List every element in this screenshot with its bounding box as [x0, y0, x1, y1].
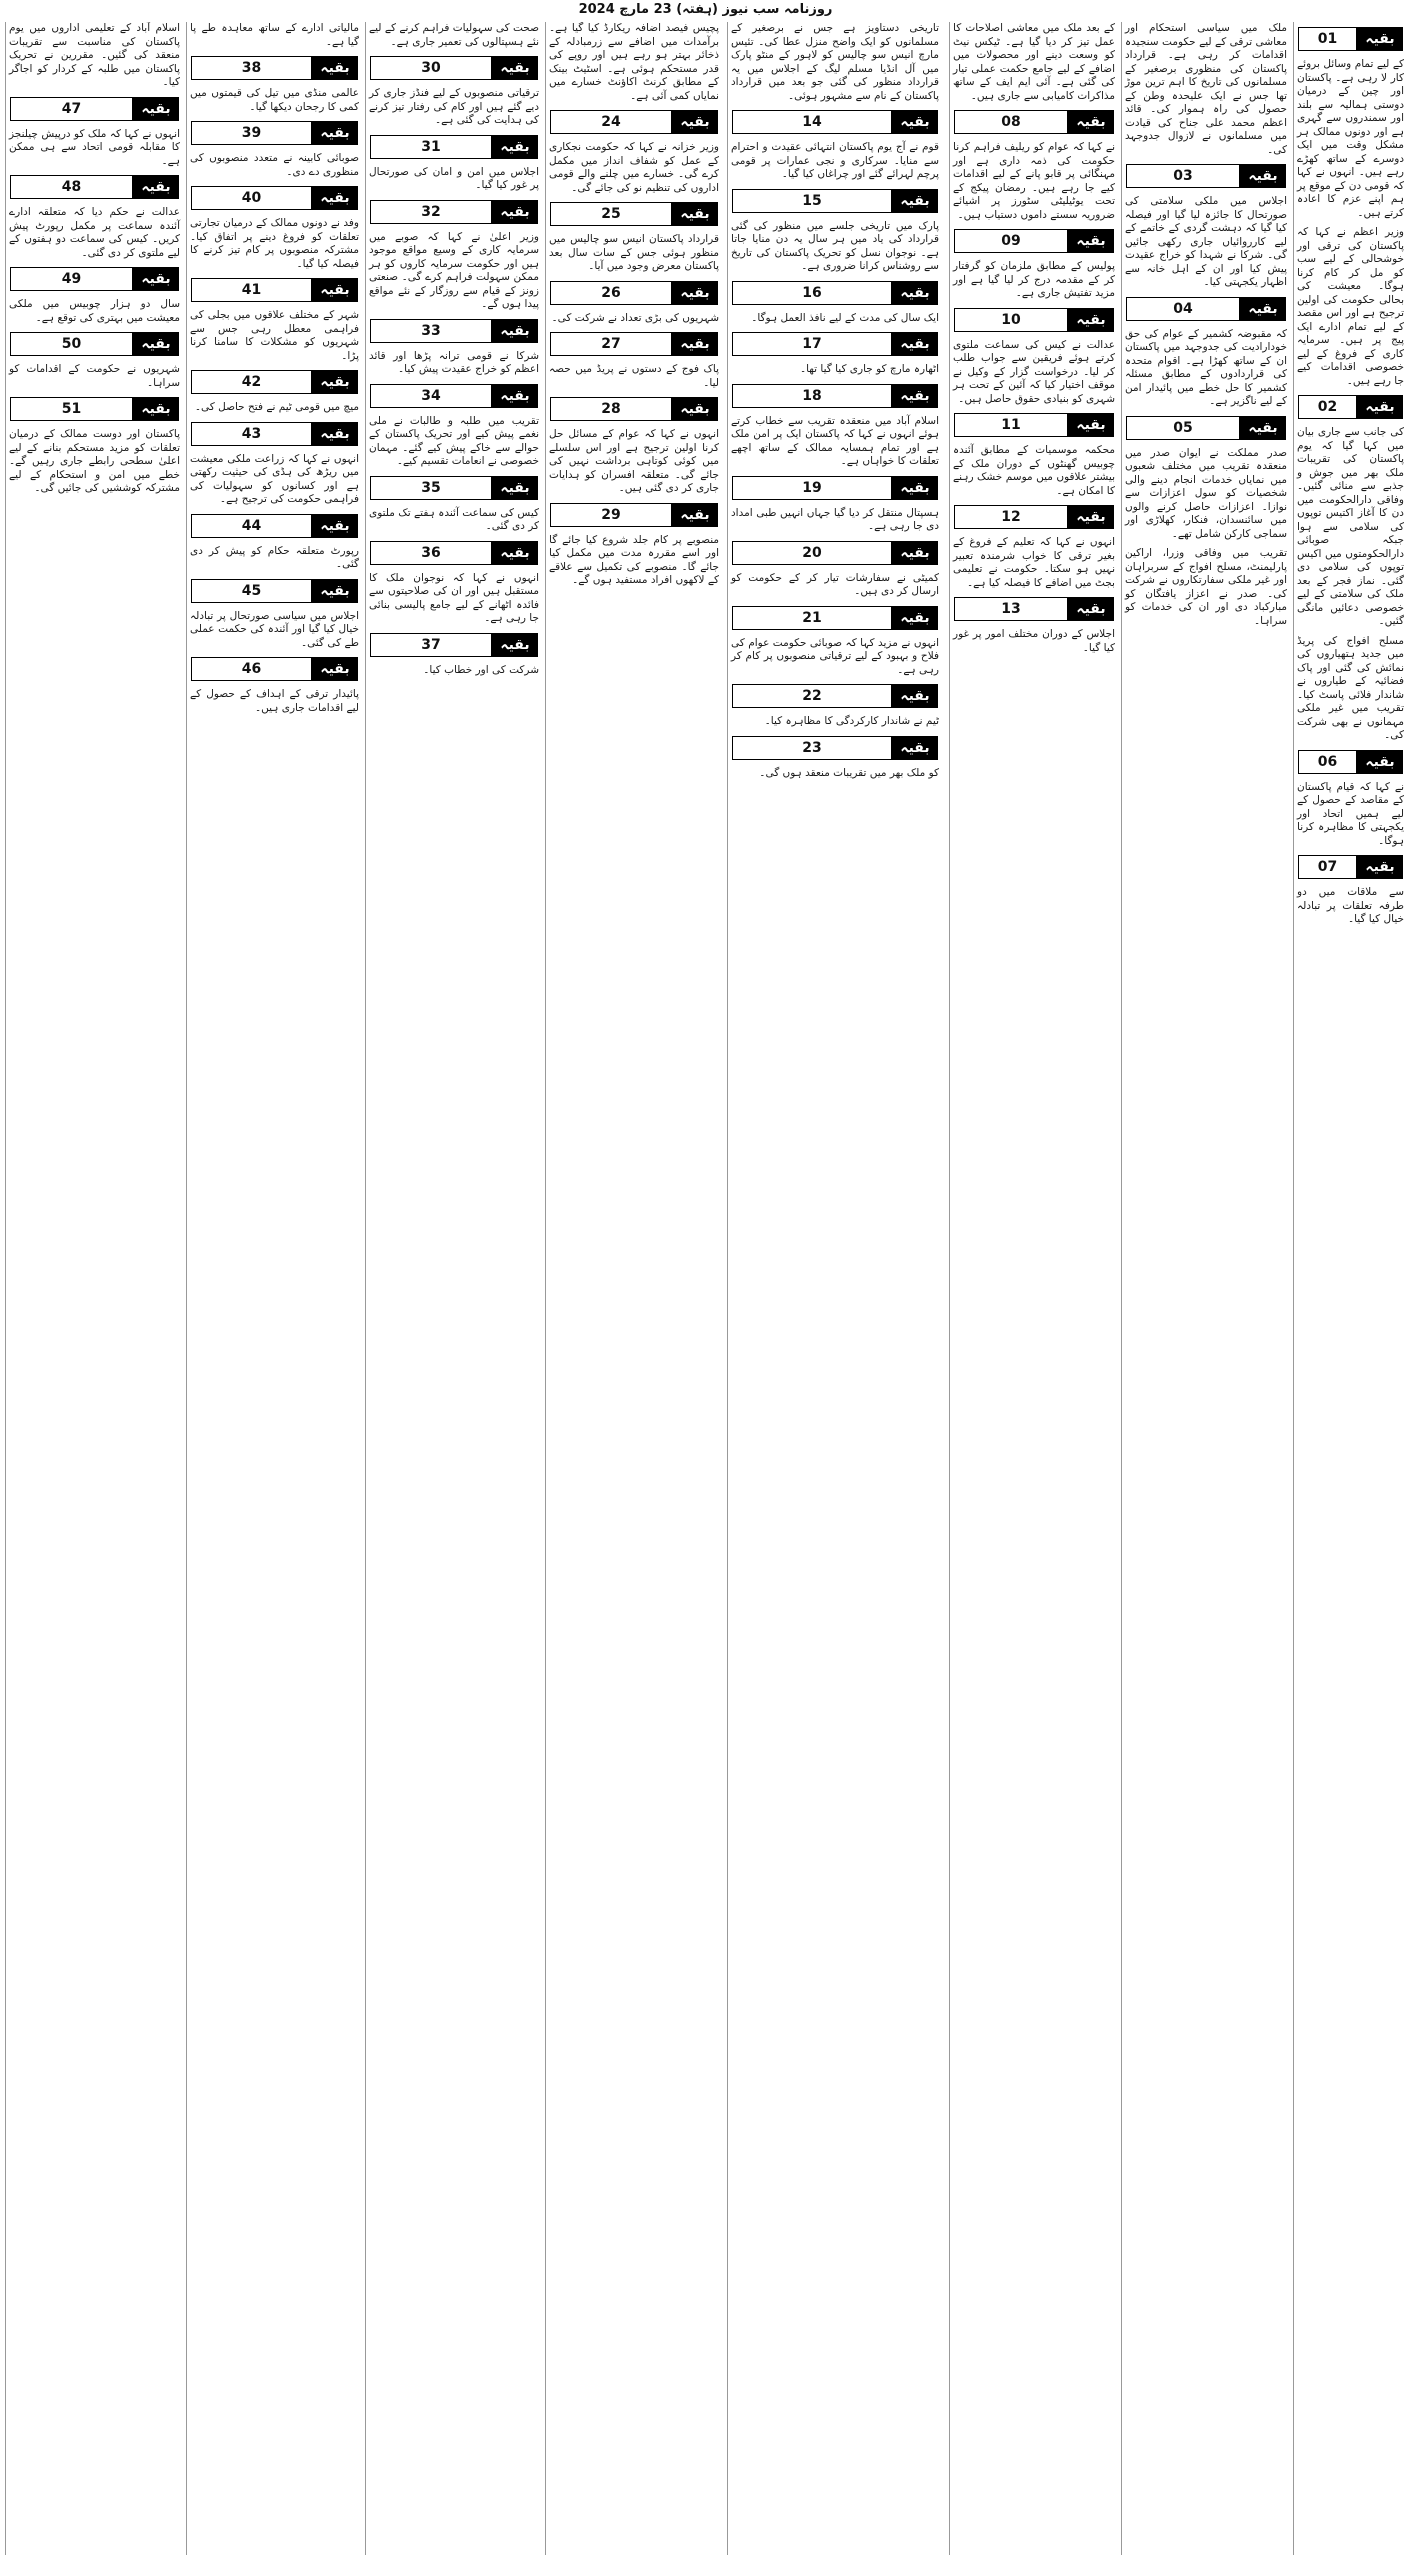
article-paragraph: کے بعد ملک میں معاشی اصلاحات کا عمل تیز کر دیا گیا ہے۔ ٹیکس نیٹ کو وسعت دینے اور محصولات میں اضافے کے لیے جامع حکمت عملی تیار کی گئی ہے۔ آئی ایم ایف کے ساتھ مذاکرات کامیابی سے جاری ہیں۔ — [953, 22, 1115, 102]
continuation-number: 11 — [954, 413, 1068, 437]
continuation-number: 07 — [1298, 855, 1357, 879]
continuation-number: 21 — [732, 606, 892, 630]
continuation-header — [732, 735, 938, 761]
continuation-badge: بقیہ — [1068, 229, 1114, 253]
article-paragraph: عدالت نے حکم دیا کہ متعلقہ ادارے آئندہ سماعت پر مکمل رپورٹ پیش کریں۔ کیس کی سماعت دو ہفتوں کے لیے ملتوی کر دی گئی۔ — [9, 206, 180, 259]
newspaper-page — [5, 22, 1406, 2555]
article-paragraph: انہوں نے کہا کہ عوام کے مسائل حل کرنا اولین ترجیح ہے اور اس سلسلے میں کوئی کوتاہی برداشت نہیں کی جائے گی۔ متعلقہ افسران کو ہدایات جاری کر دی گئی ہیں۔ — [549, 428, 719, 494]
continuation-header — [954, 596, 1114, 622]
continuation-badge: بقیہ — [1068, 597, 1114, 621]
continuation-header — [1126, 163, 1286, 189]
continuation-badge: بقیہ — [312, 278, 358, 302]
article-paragraph: تاریخی دستاویز ہے جس نے برصغیر کے مسلمانوں کو ایک واضح منزل عطا کی۔ تئیس مارچ انیس سو چالیس کو لاہور کے منٹو پارک میں آل انڈیا مسلم لیگ کے اجلاس میں یہ قرارداد منظور کی گئی جو بعد میں قرارداد پاکستان کے نام سے مشہور ہوئی۔ — [731, 22, 939, 102]
continuation-number: 50 — [10, 332, 133, 356]
continuation-number: 40 — [191, 186, 312, 210]
article-paragraph: ترقیاتی منصوبوں کے لیے فنڈز جاری کر دیے گئے ہیں اور کام کی رفتار تیز کرنے کی ہدایت کی گئی ہے۔ — [369, 87, 539, 126]
continuation-header — [370, 199, 538, 225]
continuation-number: 20 — [732, 541, 892, 565]
continuation-number: 17 — [732, 332, 892, 356]
article-paragraph: ملک میں سیاسی استحکام اور معاشی ترقی کے لیے حکومت سنجیدہ اقدامات کر رہی ہے۔ قرارداد پاکستان کی منظوری برصغیر کے مسلمانوں کی تاریخ کا اہم ترین موڑ تھا جس نے ایک علیحدہ وطن کے حصول کی راہ ہموار کی۔ قائد اعظم محمد علی جناح کی قیادت میں مسلمانوں نے لازوال جدوجہد کی۔ — [1125, 22, 1287, 156]
article-paragraph: نے کہا کہ عوام کو ریلیف فراہم کرنا حکومت کی ذمہ داری ہے اور مہنگائی پر قابو پانے کے لیے اقدامات کیے جا رہے ہیں۔ رمضان پیکج کے تحت یوٹیلیٹی سٹورز پر اشیائے ضروریہ سستے داموں دستیاب ہیں۔ — [953, 141, 1115, 221]
newspaper-masthead: روزنامہ سب نیوز (ہفتہ) 23 مارچ 2024 — [578, 2, 833, 17]
continuation-number: 39 — [191, 121, 312, 145]
continuation-number: 27 — [550, 332, 672, 356]
continuation-header — [1298, 749, 1403, 775]
continuation-badge: بقیہ — [492, 633, 538, 657]
article-paragraph: وزیر اعظم نے کہا کہ پاکستان کی ترقی اور خوشحالی کے لیے سب کو مل کر کام کرنا ہوگا۔ معیشت کی بحالی حکومت کی اولین ترجیح ہے اور اس مقصد کے لیے تمام ادارے ایک پیج پر ہیں۔ سرمایہ کاری کے فروغ کے لیے خصوصی اقدامات کیے جا رہے ہیں۔ — [1297, 226, 1404, 387]
continuation-number: 46 — [191, 657, 312, 681]
continuation-badge: بقیہ — [892, 110, 938, 134]
continuation-badge: بقیہ — [312, 56, 358, 80]
continuation-badge: بقیہ — [312, 121, 358, 145]
continuation-badge: بقیہ — [312, 514, 358, 538]
continuation-number: 02 — [1298, 395, 1357, 419]
article-paragraph: اٹھارہ مارچ کو جاری کیا گیا تھا۔ — [799, 363, 939, 375]
article-paragraph: وزیر اعلیٰ نے کہا کہ صوبے میں سرمایہ کاری کے وسیع مواقع موجود ہیں اور حکومت سرمایہ کاروں کو ہر ممکن سہولت فراہم کرے گی۔ صنعتی زونز کے قیام سے روزگار کے نئے مواقع پیدا ہوں گے۔ — [369, 230, 539, 310]
continuation-badge: بقیہ — [672, 202, 718, 226]
continuation-badge: بقیہ — [1357, 855, 1403, 879]
continuation-header — [10, 331, 179, 357]
article-paragraph: اسلام آباد کے تعلیمی اداروں میں یوم پاکستان کی مناسبت سے تقریبات منعقد کی گئیں۔ مقررین نے تحریک پاکستان میں طلبہ کے کردار کو اجاگر کیا۔ — [9, 22, 180, 88]
continuation-number: 48 — [10, 175, 133, 199]
continuation-number: 29 — [550, 503, 672, 527]
continuation-header — [732, 540, 938, 566]
article-paragraph: کیس کی سماعت آئندہ ہفتے تک ملتوی کر دی گئی۔ — [369, 506, 539, 532]
continuation-number: 44 — [191, 514, 312, 538]
article-paragraph: اجلاس کے دوران مختلف امور پر غور کیا گیا۔ — [953, 628, 1115, 654]
continuation-badge: بقیہ — [312, 370, 358, 394]
continuation-header — [732, 605, 938, 631]
continuation-number: 04 — [1126, 297, 1240, 321]
continuation-header — [191, 578, 358, 604]
continuation-number: 16 — [732, 281, 892, 305]
continuation-header — [732, 280, 938, 306]
continuation-header — [191, 369, 358, 395]
continuation-badge: بقیہ — [1240, 416, 1286, 440]
continuation-number: 26 — [550, 281, 672, 305]
column-4 — [727, 22, 942, 2555]
continuation-badge: بقیہ — [892, 541, 938, 565]
continuation-badge: بقیہ — [1357, 395, 1403, 419]
continuation-badge: بقیہ — [672, 503, 718, 527]
continuation-number: 45 — [191, 579, 312, 603]
continuation-badge: بقیہ — [492, 384, 538, 408]
article-paragraph: پولیس کے مطابق ملزمان کو گرفتار کر کے مقدمہ درج کر لیا گیا ہے اور مزید تفتیش جاری ہے۔ — [953, 260, 1115, 299]
continuation-header — [954, 307, 1114, 333]
continuation-number: 51 — [10, 397, 133, 421]
continuation-number: 34 — [370, 384, 492, 408]
article-paragraph: کہ مقبوضہ کشمیر کے عوام کی حق خودارادیت کی جدوجہد میں پاکستان ان کے ساتھ کھڑا ہے۔ اقوام متحدہ کی قراردادوں کے مطابق مسئلہ کشمیر کا حل خطے میں پائیدار امن کے لیے ناگزیر ہے۔ — [1125, 327, 1287, 407]
article-paragraph: وفد نے دونوں ممالک کے درمیان تجارتی تعلقات کو فروغ دینے پر اتفاق کیا۔ مشترکہ منصوبوں پر کام تیز کرنے کا فیصلہ کیا گیا۔ — [190, 217, 359, 270]
continuation-badge: بقیہ — [892, 281, 938, 305]
article-paragraph: صوبائی کابینہ نے متعدد منصوبوں کی منظوری دے دی۔ — [190, 152, 359, 178]
article-paragraph: قرارداد پاکستان انیس سو چالیس میں منظور ہوئی جس کے سات سال بعد پاکستان معرض وجود میں آیا۔ — [549, 233, 719, 272]
continuation-number: 33 — [370, 319, 492, 343]
continuation-number: 03 — [1126, 164, 1240, 188]
continuation-header — [370, 318, 538, 344]
continuation-badge: بقیہ — [133, 267, 179, 291]
continuation-number: 41 — [191, 278, 312, 302]
continuation-badge: بقیہ — [492, 541, 538, 565]
continuation-header — [954, 504, 1114, 530]
continuation-header — [1298, 854, 1403, 880]
continuation-badge: بقیہ — [1240, 164, 1286, 188]
continuation-header — [370, 475, 538, 501]
continuation-number: 10 — [954, 308, 1068, 332]
continuation-header — [550, 331, 718, 357]
continuation-header — [10, 266, 179, 292]
continuation-header — [732, 331, 938, 357]
continuation-header — [550, 109, 718, 135]
continuation-header — [1126, 296, 1286, 322]
article-paragraph: پارک میں تاریخی جلسے میں منظور کی گئی قرارداد کی یاد میں ہر سال یہ دن منایا جاتا ہے۔ نوجوان نسل کو تحریک پاکستان کی تاریخ سے روشناس کرانا ضروری ہے۔ — [731, 219, 939, 272]
continuation-header — [732, 475, 938, 501]
article-paragraph: محکمہ موسمیات کے مطابق آئندہ چوبیس گھنٹوں کے دوران ملک کے بیشتر علاقوں میں موسم خشک رہنے کا امکان ہے۔ — [953, 444, 1115, 497]
column-1 — [1293, 22, 1407, 2555]
article-paragraph: انہوں نے کہا کہ نوجوان ملک کا مستقبل ہیں اور ان کی صلاحیتوں سے فائدہ اٹھانے کے لیے جامع پالیسی بنائی جا رہی ہے۔ — [369, 571, 539, 624]
article-paragraph: سے ملاقات میں دو طرفہ تعلقات پر تبادلہ خیال کیا گیا۔ — [1297, 886, 1404, 925]
column-3 — [949, 22, 1118, 2555]
continuation-header — [954, 228, 1114, 254]
continuation-badge: بقیہ — [1068, 110, 1114, 134]
continuation-number: 12 — [954, 505, 1068, 529]
continuation-number: 47 — [10, 97, 133, 121]
continuation-header — [10, 174, 179, 200]
continuation-header — [10, 396, 179, 422]
article-paragraph: منصوبے پر کام جلد شروع کیا جائے گا اور اسے مقررہ مدت میں مکمل کیا جائے گا۔ منصوبے کی تکمیل سے علاقے کے لاکھوں افراد مستفید ہوں گے۔ — [549, 533, 719, 586]
continuation-header — [954, 412, 1114, 438]
column-5 — [545, 22, 722, 2555]
continuation-number: 42 — [191, 370, 312, 394]
article-paragraph: مالیاتی ادارے کے ساتھ معاہدہ طے پا گیا ہے۔ — [190, 22, 359, 48]
article-paragraph: شہر کے مختلف علاقوں میں بجلی کی فراہمی معطل رہی جس سے شہریوں کو مشکلات کا سامنا کرنا پڑا۔ — [190, 309, 359, 362]
column-7 — [186, 22, 362, 2555]
continuation-badge: بقیہ — [492, 56, 538, 80]
continuation-number: 38 — [191, 56, 312, 80]
continuation-badge: بقیہ — [672, 397, 718, 421]
continuation-header — [191, 185, 358, 211]
continuation-header — [191, 120, 358, 146]
continuation-number: 49 — [10, 267, 133, 291]
article-paragraph: نے کہا کہ قیام پاکستان کے مقاصد کے حصول کے لیے ہمیں اتحاد اور یکجہتی کا مظاہرہ کرنا ہوگا۔ — [1297, 780, 1404, 847]
continuation-badge: بقیہ — [1357, 750, 1403, 774]
continuation-header — [550, 396, 718, 422]
continuation-number: 30 — [370, 56, 492, 80]
continuation-number: 14 — [732, 110, 892, 134]
continuation-badge: بقیہ — [1068, 308, 1114, 332]
continuation-badge: بقیہ — [133, 332, 179, 356]
continuation-header — [550, 502, 718, 528]
continuation-number: 23 — [732, 736, 892, 760]
continuation-badge: بقیہ — [1068, 505, 1114, 529]
continuation-badge: بقیہ — [133, 175, 179, 199]
continuation-number: 36 — [370, 541, 492, 565]
continuation-number: 18 — [732, 384, 892, 408]
continuation-header — [1298, 394, 1403, 420]
continuation-header — [191, 513, 358, 539]
article-paragraph: عالمی منڈی میں تیل کی قیمتوں میں کمی کا رجحان دیکھا گیا۔ — [190, 87, 359, 113]
continuation-header — [370, 540, 538, 566]
article-paragraph: پاکستان اور دوست ممالک کے درمیان تعلقات کو مزید مستحکم بنانے کے لیے اعلیٰ سطحی رابطے جاری رہیں گے۔ خطے میں امن و استحکام کے لیے مشترکہ کوششیں کی جائیں گی۔ — [9, 428, 180, 494]
continuation-number: 43 — [191, 422, 312, 446]
article-paragraph: شرکت کی اور خطاب کیا۔ — [423, 663, 539, 676]
article-paragraph: صدر مملکت نے ایوان صدر میں منعقدہ تقریب میں مختلف شعبوں میں نمایاں خدمات انجام دینے والی شخصیات کو سول اعزازات سے نوازا۔ اعزازات حاصل کرنے والوں میں سائنسدان، فنکار، کھلاڑی اور سماجی کارکن شامل تھے۔ — [1125, 446, 1287, 540]
continuation-header — [954, 109, 1114, 135]
article-paragraph: پائیدار ترقی کے اہداف کے حصول کے لیے اقدامات جاری ہیں۔ — [190, 688, 359, 714]
continuation-number: 31 — [370, 135, 492, 159]
continuation-header — [732, 683, 938, 709]
continuation-number: 06 — [1298, 750, 1357, 774]
continuation-number: 32 — [370, 200, 492, 224]
continuation-badge: بقیہ — [312, 657, 358, 681]
continuation-badge: بقیہ — [892, 332, 938, 356]
continuation-header — [1126, 415, 1286, 441]
continuation-badge: بقیہ — [133, 397, 179, 421]
article-paragraph: تقریب میں وفاقی وزرا، اراکین پارلیمنٹ، مسلح افواج کے سربراہان اور غیر ملکی سفارتکاروں نے شرکت کی۔ صدر نے اعزاز یافتگان کو مبارکباد دی اور ان کی خدمات کو سراہا۔ — [1125, 547, 1287, 627]
article-paragraph: شہریوں کی بڑی تعداد نے شرکت کی۔ — [551, 311, 719, 324]
continuation-badge: بقیہ — [892, 476, 938, 500]
continuation-header — [732, 109, 938, 135]
continuation-header — [191, 421, 358, 447]
continuation-badge: بقیہ — [1240, 297, 1286, 321]
continuation-badge: بقیہ — [312, 422, 358, 446]
article-paragraph: اجلاس میں امن و امان کی صورتحال پر غور کیا گیا۔ — [369, 165, 539, 191]
continuation-header — [10, 96, 179, 122]
article-paragraph: کی جانب سے جاری بیان میں کہا گیا کہ یوم پاکستان کی تقریبات ملک بھر میں جوش و جذبے سے منائی گئیں۔ وفاقی دارالحکومت میں دن کا آغاز اکتیس توپوں کی سلامی سے ہوا جبکہ صوبائی دارالحکومتوں میں اکیس توپوں کی سلامی دی گئی۔ نماز فجر کے بعد ملک کی سلامتی کے لیے خصوصی دعائیں مانگی گئیں۔ — [1297, 426, 1404, 627]
article-paragraph: کمیٹی نے سفارشات تیار کر کے حکومت کو ارسال کر دی ہیں۔ — [731, 571, 939, 597]
article-paragraph: انہوں نے کہا کہ ملک کو درپیش چیلنجز کا مقابلہ قومی اتحاد سے ہی ممکن ہے۔ — [9, 127, 180, 167]
article-paragraph: اجلاس میں ملکی سلامتی کی صورتحال کا جائزہ لیا گیا اور فیصلہ کیا گیا کہ دہشت گردی کے خاتمے کے لیے کارروائیاں جاری رکھی جائیں گی۔ شرکا نے شہدا کو خراج عقیدت پیش کیا اور ان کے اہل خانہ سے اظہار یکجہتی کیا۔ — [1125, 195, 1287, 288]
continuation-header — [732, 383, 938, 409]
continuation-badge: بقیہ — [672, 332, 718, 356]
continuation-badge: بقیہ — [133, 97, 179, 121]
continuation-header — [550, 280, 718, 306]
article-paragraph: پاک فوج کے دستوں نے پریڈ میں حصہ لیا۔ — [549, 363, 719, 389]
article-paragraph: کو ملک بھر میں تقریبات منعقد ہوں گی۔ — [759, 766, 939, 779]
article-paragraph: عدالت نے کیس کی سماعت ملتوی کرتے ہوئے فریقین سے جواب طلب کر لیا۔ درخواست گزار کے وکیل نے موقف اختیار کیا کہ آئین کے تحت ہر شہری کو بنیادی حقوق حاصل ہیں۔ — [953, 338, 1115, 405]
column-2 — [1121, 22, 1290, 2555]
continuation-header — [370, 134, 538, 160]
continuation-number: 37 — [370, 633, 492, 657]
article-paragraph: تقریب میں طلبہ و طالبات نے ملی نغمے پیش کیے اور تحریک پاکستان کے حوالے سے خاکے پیش کیے گئے۔ مہمان خصوصی نے انعامات تقسیم کیے۔ — [369, 414, 539, 467]
article-paragraph: مسلح افواج کی پریڈ میں جدید ہتھیاروں کی نمائش کی گئی اور پاک فضائیہ کے طیاروں نے شاندار فلائی پاسٹ کیا۔ تقریب میں غیر ملکی مہمانوں نے بھی شرکت کی۔ — [1297, 634, 1404, 741]
article-paragraph: پچیس فیصد اضافہ ریکارڈ کیا گیا ہے۔ برآمدات میں اضافے سے زرمبادلہ کے ذخائر بہتر ہو رہے ہیں اور روپے کی قدر مستحکم ہوئی ہے۔ اسٹیٹ بینک کے مطابق کرنٹ اکاؤنٹ خسارے میں نمایاں کمی آئی ہے۔ — [549, 22, 719, 102]
continuation-header — [191, 656, 358, 682]
continuation-badge: بقیہ — [492, 476, 538, 500]
continuation-number: 35 — [370, 476, 492, 500]
continuation-number: 13 — [954, 597, 1068, 621]
continuation-badge: بقیہ — [1357, 27, 1403, 51]
article-paragraph: میچ میں قومی ٹیم نے فتح حاصل کی۔ — [194, 401, 359, 413]
continuation-number: 08 — [954, 110, 1068, 134]
article-paragraph: رپورٹ متعلقہ حکام کو پیش کر دی گئی۔ — [190, 544, 359, 570]
article-paragraph: ایک سال کی مدت کے لیے نافذ العمل ہوگا۔ — [751, 311, 939, 324]
article-paragraph: اجلاس میں سیاسی صورتحال پر تبادلہ خیال کیا گیا اور آئندہ کی حکمت عملی طے کی گئی۔ — [190, 609, 359, 649]
continuation-header — [370, 55, 538, 81]
continuation-number: 05 — [1126, 416, 1240, 440]
continuation-header — [1298, 26, 1403, 52]
continuation-badge: بقیہ — [312, 186, 358, 210]
continuation-header — [370, 632, 538, 658]
article-paragraph: شرکا نے قومی ترانہ پڑھا اور قائد اعظم کو خراج عقیدت پیش کیا۔ — [369, 349, 539, 375]
continuation-badge: بقیہ — [492, 135, 538, 159]
article-paragraph: وزیر خزانہ نے کہا کہ حکومت نجکاری کے عمل کو شفاف انداز میں مکمل کرے گی۔ خسارے میں چلنے والے قومی اداروں کی تنظیم نو کی جائے گی۔ — [549, 141, 719, 194]
continuation-badge: بقیہ — [492, 200, 538, 224]
continuation-badge: بقیہ — [892, 384, 938, 408]
continuation-badge: بقیہ — [492, 319, 538, 343]
article-paragraph: شہریوں نے حکومت کے اقدامات کو سراہا۔ — [9, 363, 180, 389]
article-paragraph: صحت کی سہولیات فراہم کرنے کے لیے نئے ہسپتالوں کی تعمیر جاری ہے۔ — [368, 22, 539, 48]
continuation-header — [550, 201, 718, 227]
article-paragraph: انہوں نے مزید کہا کہ صوبائی حکومت عوام کی فلاح و بہبود کے لیے ترقیاتی منصوبوں پر کام کر رہی ہے۔ — [731, 636, 939, 676]
continuation-number: 25 — [550, 202, 672, 226]
continuation-badge: بقیہ — [892, 736, 938, 760]
continuation-badge: بقیہ — [892, 189, 938, 213]
continuation-header — [191, 55, 358, 81]
continuation-badge: بقیہ — [892, 684, 938, 708]
article-paragraph: ٹیم نے شاندار کارکردگی کا مظاہرہ کیا۔ — [764, 715, 939, 727]
continuation-badge: بقیہ — [892, 606, 938, 630]
article-paragraph: کے لیے تمام وسائل بروئے کار لا رہی ہے۔ پاکستان اور چین کے درمیان دوستی ہمالیہ سے بلند اور سمندروں سے گہری ہے اور دونوں ممالک ہر مشکل وقت میں ایک دوسرے کے ساتھ کھڑے رہے ہیں۔ انہوں نے کہا کہ قومی دن کے موقع پر ہم اپنے عزم کا اعادہ کرتے ہیں۔ — [1297, 58, 1404, 219]
continuation-number: 15 — [732, 189, 892, 213]
article-paragraph: اسلام آباد میں منعقدہ تقریب سے خطاب کرتے ہوئے انہوں نے کہا کہ پاکستان ایک پر امن ملک ہے اور تمام ہمسایہ ممالک کے ساتھ اچھے تعلقات کا خواہاں ہے۔ — [731, 414, 939, 467]
column-6 — [365, 22, 542, 2555]
article-paragraph: ہسپتال منتقل کر دیا گیا جہاں انہیں طبی امداد دی جا رہی ہے۔ — [731, 506, 939, 532]
continuation-number: 09 — [954, 229, 1068, 253]
continuation-number: 19 — [732, 476, 892, 500]
continuation-number: 24 — [550, 110, 672, 134]
article-paragraph: انہوں نے کہا کہ زراعت ملکی معیشت میں ریڑھ کی ہڈی کی حیثیت رکھتی ہے اور کسانوں کو سہولیات کی فراہمی حکومت کی ترجیح ہے۔ — [190, 452, 359, 505]
continuation-header — [191, 277, 358, 303]
continuation-header — [370, 383, 538, 409]
continuation-number: 01 — [1298, 27, 1357, 51]
article-paragraph: سال دو ہزار چوبیس میں ملکی معیشت میں بہتری کی توقع ہے۔ — [9, 298, 180, 324]
article-paragraph: قوم نے آج یوم پاکستان انتہائی عقیدت و احترام سے منایا۔ سرکاری و نجی عمارات پر قومی پرچم لہرائے گئے اور چراغاں کیا گیا۔ — [731, 141, 939, 180]
continuation-badge: بقیہ — [312, 579, 358, 603]
continuation-number: 22 — [732, 684, 892, 708]
continuation-badge: بقیہ — [672, 281, 718, 305]
continuation-badge: بقیہ — [1068, 413, 1114, 437]
column-8 — [5, 22, 183, 2555]
article-paragraph: انہوں نے کہا کہ تعلیم کے فروغ کے بغیر ترقی کا خواب شرمندہ تعبیر نہیں ہو سکتا۔ حکومت نے تعلیمی بجٹ میں اضافے کا فیصلہ کیا ہے۔ — [953, 536, 1115, 589]
continuation-number: 28 — [550, 397, 672, 421]
continuation-header — [732, 188, 938, 214]
continuation-badge: بقیہ — [672, 110, 718, 134]
